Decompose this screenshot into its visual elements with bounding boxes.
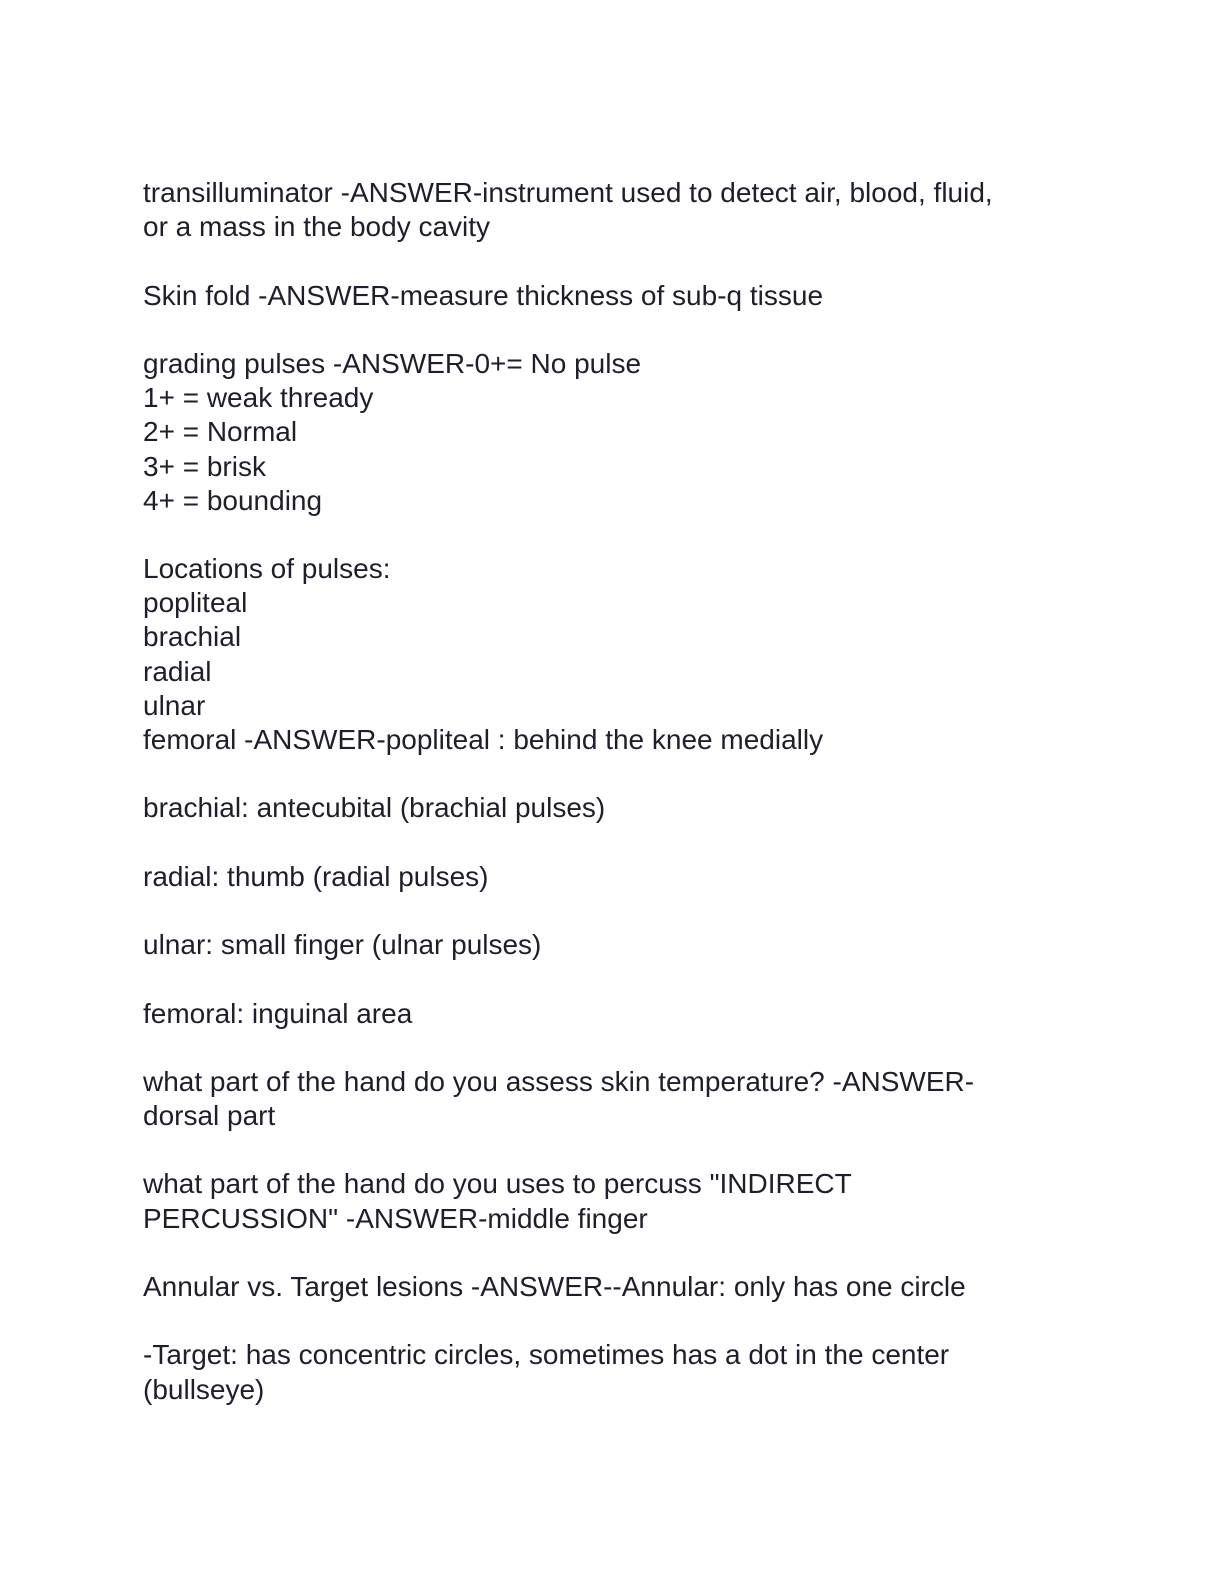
paragraph-gap: [143, 1133, 1083, 1167]
text-line: PERCUSSION" -ANSWER-middle finger: [143, 1202, 648, 1234]
text-line: -Target: has concentric circles, sometimes has a dot in the center: [143, 1339, 950, 1371]
paragraph-gap: [143, 244, 1083, 278]
text-line: what part of the hand do you uses to percuss "INDIRECT: [143, 1168, 852, 1200]
qa-entry: [143, 1270, 1083, 1304]
text-line: brachial: [143, 621, 242, 653]
text-line: radial: [143, 655, 212, 687]
qa-entry: [143, 791, 1083, 825]
qa-entry: [143, 552, 1083, 757]
text-line: 1+ = weak thready: [143, 382, 374, 414]
paragraph-gap: [143, 826, 1083, 860]
text-line: ulnar: [143, 689, 206, 721]
text-line: what part of the hand do you assess skin temperature? -ANSWER-: [143, 1065, 975, 1097]
qa-entry: [143, 997, 1083, 1031]
paragraph-gap: [143, 1031, 1083, 1065]
text-line: ulnar: small finger (ulnar pulses): [143, 929, 542, 961]
qa-entry: [143, 1167, 1083, 1235]
qa-entry: [143, 1338, 1083, 1406]
paragraph-gap: [143, 962, 1083, 996]
text-line: radial: thumb (radial pulses): [143, 860, 489, 892]
text-line: Locations of pulses:: [143, 553, 391, 585]
text-line: popliteal: [143, 587, 248, 619]
text-line: grading pulses -ANSWER-0+= No pulse: [143, 347, 642, 379]
document-body: [143, 176, 1083, 1407]
text-line: Skin fold -ANSWER-measure thickness of sub-q tissue: [143, 279, 824, 311]
qa-entry: [143, 928, 1083, 962]
text-line: 3+ = brisk: [143, 450, 266, 482]
paragraph-gap: [143, 757, 1083, 791]
text-line: dorsal part: [143, 1100, 276, 1132]
paragraph-gap: [143, 894, 1083, 928]
paragraph-gap: [143, 313, 1083, 347]
qa-entry: [143, 860, 1083, 894]
paragraph-gap: [143, 1236, 1083, 1270]
text-line: 2+ = Normal: [143, 416, 298, 448]
text-line: brachial: antecubital (brachial pulses): [143, 792, 606, 824]
text-line: femoral -ANSWER-popliteal : behind the knee medially: [143, 724, 824, 755]
text-line: (bullseye): [143, 1373, 265, 1405]
text-line: femoral: inguinal area: [143, 997, 413, 1029]
paragraph-gap: [143, 518, 1083, 552]
text-line: transilluminator -ANSWER-instrument used to detect air, blood, fluid,: [143, 177, 993, 208]
paragraph-gap: [143, 1304, 1083, 1338]
text-line: Annular vs. Target lesions -ANSWER--Annular: only has one circle: [143, 1271, 966, 1302]
text-line: 4+ = bounding: [143, 484, 323, 516]
qa-entry: [143, 347, 1083, 518]
qa-entry: [143, 1065, 1083, 1133]
qa-entry: [143, 176, 1083, 244]
text-line: or a mass in the body cavity: [143, 211, 491, 243]
qa-entry: [143, 279, 1083, 313]
